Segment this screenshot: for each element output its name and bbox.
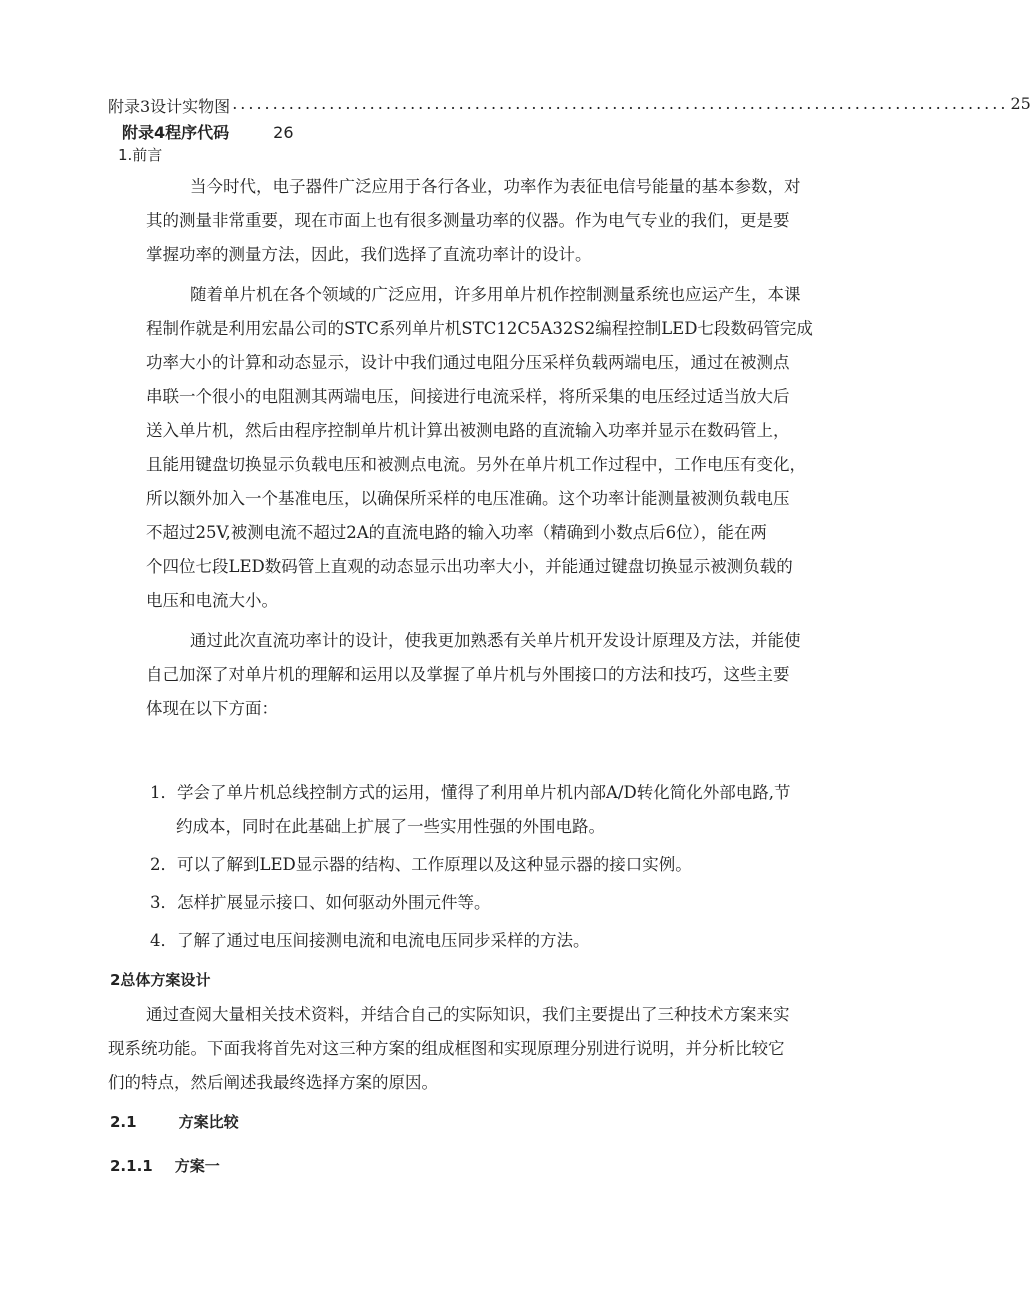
toc-entry-appendix4 (122, 120, 294, 143)
subsection-heading (110, 1111, 239, 1132)
paragraph-line: 随着单片机在各个领域的广泛应用，许多用单片机作控制测量系统也应运产生，本课 (190, 285, 801, 304)
subsection-title: 方案比较 (178, 1113, 239, 1131)
subsubsection-title: 方案一 (174, 1157, 220, 1175)
subsubsection-heading (110, 1155, 220, 1176)
paragraph-line: 送入单片机，然后由程序控制单片机计算出被测电路的直流输入功率并显示在数码管上， (146, 421, 790, 440)
section-heading-overall-design: 2总体方案设计 (110, 971, 211, 989)
paragraph-line: 且能用键盘切换显示负载电压和被测点电流。另外在单片机工作过程中，工作电压有变化， (146, 455, 806, 474)
paragraph-line: 功率大小的计算和动态显示，设计中我们通过电阻分压采样负载两端电压，通过在被测点 (146, 353, 790, 372)
paragraph-line: 所以额外加入一个基准电压，以确保所采样的电压准确。这个功率计能测量被测负载电压 (146, 489, 790, 508)
list-item: 4．了解了通过电压间接测电流和电流电压同步采样的方法。 (150, 931, 590, 950)
paragraph-line: 当今时代，电子器件广泛应用于各行各业，功率作为表征电信号能量的基本参数，对 (190, 177, 801, 196)
toc-entry-appendix3 (108, 94, 1031, 117)
list-item: 3．怎样扩展显示接口、如何驱动外围元件等。 (150, 893, 491, 912)
paragraph-line: 不超过25V,被测电流不超过2A的直流电路的输入功率（精确到小数点后6位），能在两 (146, 523, 767, 542)
toc-label: 附录3设计实物图 (108, 97, 231, 116)
paragraph-line: 掌握功率的测量方法，因此，我们选择了直流功率计的设计。 (146, 245, 592, 264)
paragraph-line: 串联一个很小的电阻测其两端电压，间接进行电流采样，将所采集的电压经过适当放大后 (146, 387, 790, 406)
paragraph-line: 电压和电流大小。 (146, 591, 278, 610)
toc-leader: ................................................................................................ (232, 94, 1009, 113)
paragraph-line: 通过此次直流功率计的设计，使我更加熟悉有关单片机开发设计原理及方法，并能使 (190, 631, 801, 650)
toc-label: 附录4程序代码 (122, 123, 230, 142)
subsubsection-number: 2.1.1 (110, 1157, 153, 1175)
paragraph-line: 其的测量非常重要，现在市面上也有很多测量功率的仪器。作为电气专业的我们，更是要 (146, 211, 790, 230)
paragraph-line: 体现在以下方面： (146, 699, 278, 718)
paragraph-line: 个四位七段LED数码管上直观的动态显示出功率大小，并能通过键盘切换显示被测负载的 (146, 557, 793, 576)
list-item-continuation: 约成本，同时在此基础上扩展了一些实用性强的外围电路。 (176, 817, 605, 836)
paragraph-line: 通过查阅大量相关技术资料，并结合自己的实际知识，我们主要提出了三种技术方案来实 (146, 1005, 790, 1024)
list-item: 1．学会了单片机总线控制方式的运用，懂得了利用单片机内部A/D转化简化外部电路,节 (150, 783, 791, 802)
subsection-number: 2.1 (110, 1113, 137, 1131)
toc-page: 26 (273, 123, 294, 142)
paragraph-line: 程制作就是利用宏晶公司的STC系列单片机STC12C5A32S2编程控制LED七段数码管完成 (146, 319, 813, 338)
paragraph-line: 自己加深了对单片机的理解和运用以及掌握了单片机与外围接口的方法和技巧，这些主要 (146, 665, 790, 684)
paragraph-line: 现系统功能。下面我将首先对这三种方案的组成框图和实现原理分别进行说明，并分析比较它 (108, 1039, 785, 1058)
section-heading-preface: 1.前言 (118, 146, 163, 164)
toc-page: 25 (1010, 94, 1031, 113)
list-item: 2．可以了解到LED显示器的结构、工作原理以及这种显示器的接口实例。 (150, 855, 692, 874)
paragraph-line: 们的特点，然后阐述我最终选择方案的原因。 (108, 1073, 438, 1092)
